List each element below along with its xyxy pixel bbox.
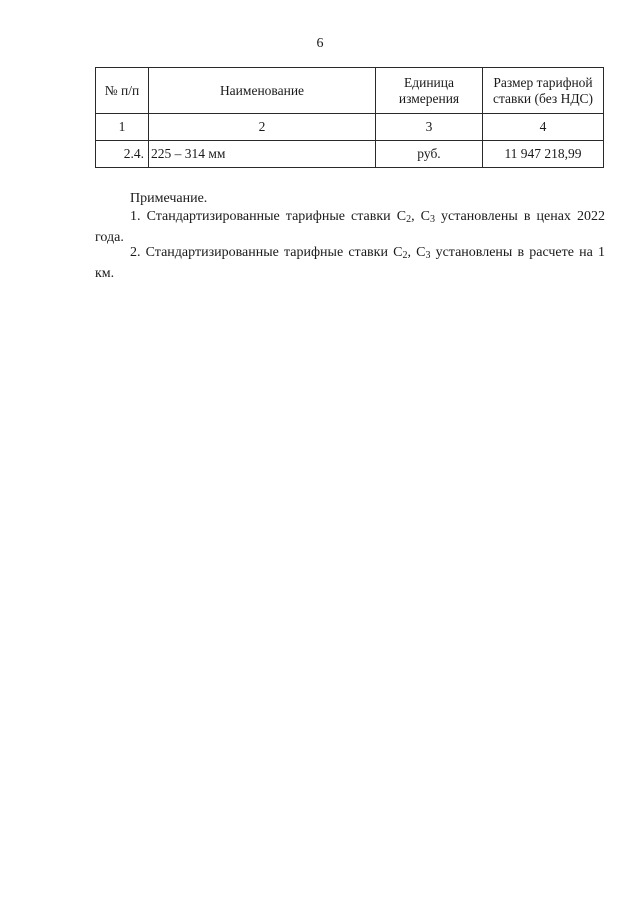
note-2-text-b: , С [407, 245, 426, 260]
row-number: 2.4. [96, 141, 149, 168]
header-number: № п/п [96, 68, 149, 114]
column-number-row [96, 114, 604, 141]
note-2-text-c: установлены в расчете на 1 км. [95, 245, 605, 281]
header-name: Наименование [149, 68, 376, 114]
column-number-2: 2 [149, 114, 376, 141]
note-2-text-a: 2. Стандартизированные тарифные ставки С [130, 245, 403, 260]
row-name: 225 – 314 мм [149, 141, 376, 168]
header-unit: Единица измерения [376, 68, 483, 114]
note-1-text-b: , С [411, 209, 430, 224]
note-2-subscript-2: 3 [425, 250, 431, 261]
table-row [96, 141, 604, 168]
column-number-4: 4 [483, 114, 604, 141]
column-number-3: 3 [376, 114, 483, 141]
note-item-1 [95, 208, 605, 247]
page-number [0, 36, 640, 52]
table-header-row [96, 68, 604, 114]
page-number-text: 6 [316, 36, 324, 51]
note-1-subscript-2: 3 [429, 214, 435, 225]
header-rate: Размер тарифной ставки (без НДС) [483, 68, 604, 114]
note-1-subscript-1: 2 [406, 214, 412, 225]
row-unit: руб. [376, 141, 483, 168]
row-value: 11 947 218,99 [483, 141, 604, 168]
column-number-1: 1 [96, 114, 149, 141]
note-1-text-c: установлены в ценах 2022 года. [95, 209, 605, 245]
note-2-subscript-1: 2 [402, 250, 408, 261]
tariff-table [95, 67, 604, 168]
note-title: Примечание. [130, 191, 208, 206]
note-1-text-a: 1. Стандартизированные тарифные ставки С [130, 209, 407, 224]
note-item-2 [95, 244, 605, 283]
